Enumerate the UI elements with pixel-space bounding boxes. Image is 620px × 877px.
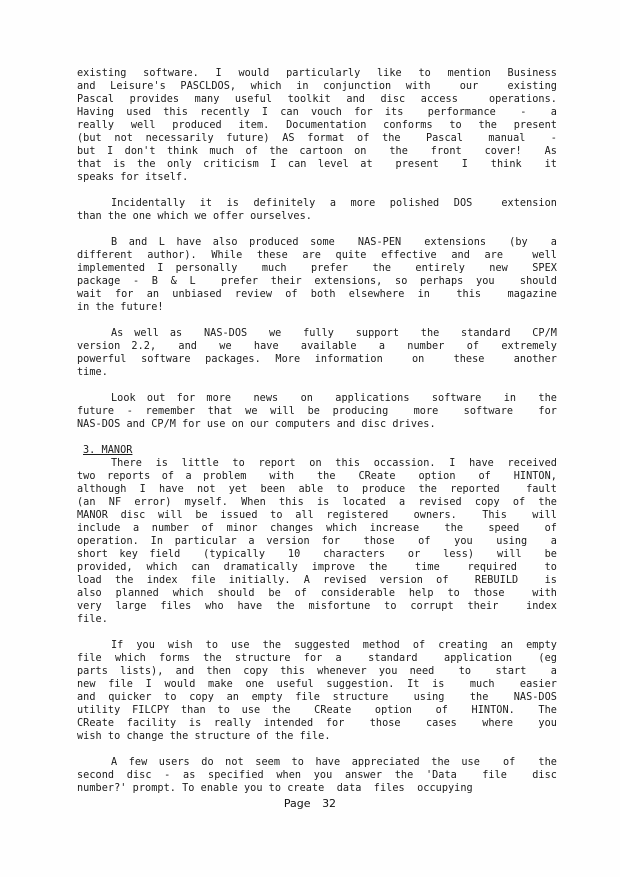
- text-line: package - B & L prefer their extensions, so perhaps you should: [77, 276, 557, 287]
- text-line: There is little to report on this occassion. I have received: [111, 458, 557, 469]
- paragraph: [77, 197, 557, 223]
- text-line: wish to change the structure of the file.: [77, 731, 331, 742]
- text-line: file which forms the structure for a standard application (eg: [77, 653, 557, 664]
- paragraph-gap: [77, 314, 557, 327]
- paragraph: [77, 327, 557, 379]
- paragraph: [77, 457, 557, 626]
- text-line: utility FILCPY than to use the CReate option of HINTON. The: [77, 705, 557, 716]
- paragraph-gap: [77, 223, 557, 236]
- text-line: speaks for itself.: [77, 172, 189, 183]
- paragraph: [77, 67, 557, 184]
- paragraph-gap: [77, 743, 557, 756]
- body-text: [77, 67, 557, 795]
- text-line: provided, which can dramatically improve the time required to: [77, 562, 557, 573]
- text-line: future - remember that we will be producing more software for: [77, 406, 557, 417]
- text-line: number?' prompt. To enable you to create data files occupying: [77, 783, 473, 794]
- paragraph-gap: [77, 626, 557, 639]
- text-line: As well as NAS-DOS we fully support the standard CP/M: [111, 328, 557, 339]
- text-line: and Leisure's PASCLDOS, which in conjunction with our existing: [77, 81, 557, 92]
- text-line: (but not necessarily future) AS format of the Pascal manual -: [77, 133, 557, 144]
- text-line: A few users do not seem to have appreciated the use of the: [111, 757, 557, 768]
- text-line: version 2.2, and we have available a number of extremely: [77, 341, 557, 352]
- text-line: implemented I personally much prefer the entirely new SPEX: [77, 263, 557, 274]
- paragraph-gap: [77, 431, 557, 444]
- paragraph: [77, 756, 557, 795]
- text-line: CReate facility is really intended for those cases where you: [77, 718, 557, 729]
- text-line: operation. In particular a version for those of you using a: [77, 536, 557, 547]
- text-line: MANOR disc will be issued to all registered owners. This will: [77, 510, 557, 521]
- text-line: but I don't think much of the cartoon on the front cover! As: [77, 146, 557, 157]
- text-line: Look out for more news on applications software in the: [111, 393, 557, 404]
- text-line: include a number of minor changes which increase the speed of: [77, 523, 557, 534]
- text-line: (an NF error) myself. When this is located a revised copy of the: [77, 497, 557, 508]
- text-line: Pascal provides many useful toolkit and disc access operations.: [77, 94, 557, 105]
- text-line: B and L have also produced some NAS-PEN extensions (by a: [111, 237, 557, 248]
- text-line: in the future!: [77, 302, 164, 313]
- page-footer: [0, 797, 620, 810]
- page-label: Page: [283, 797, 311, 810]
- page-number: 32: [322, 797, 337, 810]
- text-line: powerful software packages. More information on these another: [77, 354, 557, 365]
- text-line: If you wish to use the suggested method of creating an empty: [111, 640, 557, 651]
- text-line: new file I would make one useful suggestion. It is much easier: [77, 679, 557, 690]
- text-line: and quicker to copy an empty file structure using the NAS-DOS: [77, 692, 557, 703]
- text-line: also planned which should be of considerable help to those with: [77, 588, 557, 599]
- text-line: than the one which we offer ourselves.: [77, 211, 312, 222]
- paragraph-gap: [77, 184, 557, 197]
- paragraph: [77, 392, 557, 431]
- text-line: very large files who have the misfortune to corrupt their index: [77, 601, 557, 612]
- text-line: wait for an unbiased review of both elsewhere in this magazine: [77, 289, 557, 300]
- text-line: Incidentally it is definitely a more polished DOS extension: [111, 198, 557, 209]
- text-line: second disc - as specified when you answer the 'Data file disc: [77, 770, 557, 781]
- text-line: NAS-DOS and CP/M for use on our computers and disc drives.: [77, 419, 436, 430]
- text-line: short key field (typically 10 characters or less) will be: [77, 549, 557, 560]
- section-heading: 3. MANOR: [83, 445, 133, 456]
- paragraph-gap: [77, 379, 557, 392]
- paragraph: [77, 236, 557, 314]
- text-line: although I have not yet been able to produce the reported fault: [77, 484, 557, 495]
- text-line: two reports of a problem with the CReate option of HINTON,: [77, 471, 557, 482]
- text-line: existing software. I would particularly like to mention Business: [77, 68, 557, 79]
- text-line: time.: [77, 367, 108, 378]
- text-line: really well produced item. Documentation conforms to the present: [77, 120, 557, 131]
- text-line: that is the only criticism I can level at present I think it: [77, 159, 557, 170]
- text-line: Having used this recently I can vouch for its performance - a: [77, 107, 557, 118]
- text-line: different author). While these are quite effective and are well: [77, 250, 557, 261]
- paragraph: [77, 639, 557, 743]
- text-line: file.: [77, 614, 108, 625]
- text-line: parts lists), and then copy this whenever you need to start a: [77, 666, 557, 677]
- text-line: load the index file initially. A revised version of REBUILD is: [77, 575, 557, 586]
